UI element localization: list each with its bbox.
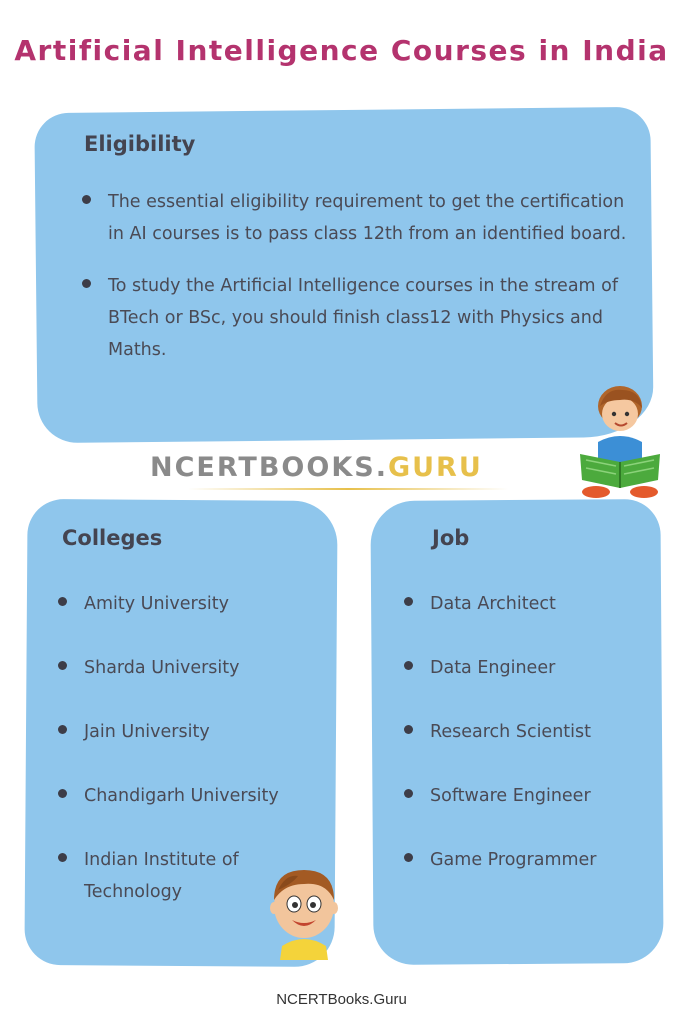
watermark-accent: GURU xyxy=(387,452,483,483)
eligibility-heading: Eligibility xyxy=(84,132,196,156)
eligibility-list xyxy=(82,186,627,386)
list-item: Data Architect xyxy=(404,588,644,620)
list-item: Jain University xyxy=(58,716,308,748)
footer-site-name: NCERTBooks.Guru xyxy=(276,991,407,1008)
watermark xyxy=(150,452,483,483)
job-list xyxy=(404,588,644,908)
watermark-main: NCERTBOOKS. xyxy=(150,452,388,483)
list-item: Software Engineer xyxy=(404,780,644,812)
watermark-underline xyxy=(188,488,508,490)
colleges-heading: Colleges xyxy=(62,526,163,550)
list-item: To study the Artificial Intelligence courses in the stream of BTech or BSc, you should finish class12 with Physics and Maths. xyxy=(82,270,627,366)
list-item: The essential eligibility requirement to get the certification in AI courses is to pass class 12th from an identified board. xyxy=(82,186,627,250)
smiling-kid-illustration xyxy=(264,860,344,960)
list-item: Data Engineer xyxy=(404,652,644,684)
list-item: Research Scientist xyxy=(404,716,644,748)
job-heading: Job xyxy=(432,526,470,550)
list-item: Indian Institute of Technology xyxy=(58,844,308,908)
reading-kid-illustration xyxy=(576,382,662,502)
list-item: Sharda University xyxy=(58,652,308,684)
page-title: Artificial Intelligence Courses in India xyxy=(14,34,669,67)
list-item: Chandigarh University xyxy=(58,780,308,812)
list-item: Amity University xyxy=(58,588,308,620)
list-item: Game Programmer xyxy=(404,844,644,876)
